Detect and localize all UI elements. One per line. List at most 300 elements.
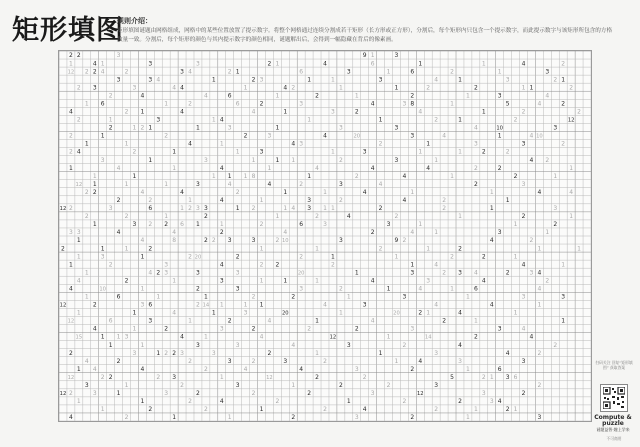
clue-number[interactable]: 1: [346, 293, 351, 301]
clue-number[interactable]: 1: [561, 317, 566, 325]
clue-number[interactable]: 1: [569, 213, 574, 221]
clue-number[interactable]: 2: [473, 84, 478, 92]
clue-number[interactable]: 12: [67, 69, 75, 76]
clue-number[interactable]: 1: [521, 84, 526, 92]
clue-number[interactable]: 2: [108, 261, 113, 269]
clue-number[interactable]: 2: [76, 84, 81, 92]
clue-number[interactable]: 4: [180, 108, 184, 116]
clue-number[interactable]: 1: [76, 253, 81, 261]
clue-number[interactable]: 4: [68, 108, 73, 116]
clue-number[interactable]: 1: [227, 414, 232, 421]
clue-number[interactable]: 3: [505, 373, 510, 381]
clue-number[interactable]: 1: [132, 172, 137, 180]
clue-number[interactable]: 4: [434, 261, 439, 269]
clue-number[interactable]: 4: [219, 261, 224, 269]
clue-number[interactable]: 2: [219, 229, 224, 237]
clue-number[interactable]: 4: [545, 92, 550, 100]
clue-number[interactable]: 4: [180, 84, 184, 92]
clue-number[interactable]: 2: [116, 197, 121, 205]
clue-number[interactable]: 2: [537, 382, 542, 390]
clue-number[interactable]: 4: [521, 261, 526, 269]
clue-number[interactable]: 2: [434, 116, 439, 124]
clue-number[interactable]: 3: [196, 341, 200, 349]
clue-number[interactable]: 1: [116, 333, 121, 341]
clue-number[interactable]: 2: [148, 406, 153, 414]
clue-number[interactable]: 1: [394, 357, 399, 365]
clue-number[interactable]: 4: [370, 164, 375, 172]
clue-number[interactable]: 2: [410, 414, 415, 421]
clue-number[interactable]: 2: [338, 156, 343, 164]
clue-number[interactable]: 2: [196, 390, 200, 398]
clue-number[interactable]: 1: [84, 100, 89, 108]
clue-number[interactable]: 2: [251, 390, 256, 398]
clue-number[interactable]: 1: [140, 398, 145, 406]
clue-number[interactable]: 1: [450, 285, 454, 293]
clue-number[interactable]: 3: [100, 253, 105, 261]
clue-number[interactable]: 1: [346, 398, 351, 406]
clue-number[interactable]: 4: [370, 317, 375, 325]
clue-number[interactable]: 6: [148, 301, 153, 309]
clue-number[interactable]: 2: [235, 188, 240, 196]
clue-number[interactable]: 4: [299, 365, 304, 373]
clue-number[interactable]: 3: [235, 285, 240, 293]
clue-number[interactable]: 3: [346, 341, 351, 349]
clue-number[interactable]: 1: [124, 180, 129, 188]
clue-number[interactable]: 6: [299, 221, 304, 229]
clue-number[interactable]: 2: [513, 116, 518, 124]
clue-number[interactable]: 2: [315, 92, 319, 100]
clue-number[interactable]: 4: [505, 349, 510, 357]
clue-number[interactable]: 1: [331, 205, 335, 213]
clue-number[interactable]: 1: [545, 229, 550, 237]
clue-number[interactable]: 3: [338, 180, 343, 188]
clue-number[interactable]: 1: [259, 197, 264, 205]
clue-number[interactable]: 2: [203, 406, 208, 414]
clue-number[interactable]: 1: [418, 60, 423, 68]
clue-number[interactable]: 6: [148, 205, 153, 213]
clue-number[interactable]: 1: [481, 60, 486, 68]
clue-number[interactable]: 2: [410, 92, 415, 100]
clue-number[interactable]: 1: [251, 156, 256, 164]
clue-number[interactable]: 1: [450, 100, 454, 108]
clue-number[interactable]: 2: [188, 398, 192, 406]
clue-number[interactable]: 4: [140, 188, 145, 196]
clue-number[interactable]: 1: [243, 172, 248, 180]
clue-number[interactable]: 6: [370, 60, 375, 68]
clue-number[interactable]: 2: [497, 164, 502, 172]
clue-number[interactable]: 4: [203, 92, 208, 100]
clue-number[interactable]: 4: [410, 229, 415, 237]
clue-number[interactable]: 3: [394, 52, 399, 60]
clue-number[interactable]: 4: [489, 301, 494, 309]
clue-number[interactable]: 4: [68, 414, 73, 421]
clue-number[interactable]: 3: [378, 76, 383, 84]
clue-number[interactable]: 1: [291, 156, 296, 164]
clue-number[interactable]: 1: [172, 164, 177, 172]
clue-number[interactable]: 1: [307, 172, 312, 180]
clue-number[interactable]: 1: [219, 221, 224, 229]
clue-number[interactable]: 4: [521, 325, 526, 333]
clue-number[interactable]: 1: [473, 406, 478, 414]
clue-number[interactable]: 2: [275, 261, 280, 269]
clue-number[interactable]: 2: [307, 325, 312, 333]
clue-number[interactable]: 2: [180, 382, 184, 390]
clue-number[interactable]: 4: [529, 132, 534, 140]
clue-number[interactable]: 1: [219, 373, 224, 381]
clue-number[interactable]: 2: [108, 124, 113, 132]
clue-number[interactable]: 12: [75, 181, 83, 188]
clue-number[interactable]: 2: [148, 245, 153, 253]
clue-number[interactable]: 1: [466, 414, 470, 421]
clue-number[interactable]: 3: [227, 357, 232, 365]
clue-number[interactable]: 1: [537, 301, 542, 309]
clue-number[interactable]: 3: [92, 84, 97, 92]
clue-number[interactable]: 3: [108, 205, 113, 213]
clue-number[interactable]: 3: [267, 132, 272, 140]
clue-number[interactable]: 4: [243, 365, 248, 373]
clue-number[interactable]: 2: [164, 221, 169, 229]
clue-number[interactable]: 20: [297, 270, 305, 277]
clue-number[interactable]: 2: [338, 285, 343, 293]
clue-number[interactable]: 1: [108, 116, 113, 124]
clue-number[interactable]: 1: [140, 253, 145, 261]
clue-number[interactable]: 4: [378, 180, 383, 188]
clue-number[interactable]: 2: [521, 108, 526, 116]
clue-number[interactable]: 2: [331, 261, 335, 269]
clue-number[interactable]: 4: [68, 285, 73, 293]
clue-number[interactable]: 2: [68, 148, 73, 156]
clue-number[interactable]: 2: [442, 197, 447, 205]
clue-number[interactable]: 1: [394, 253, 399, 261]
clue-number[interactable]: 1: [275, 92, 280, 100]
clue-number[interactable]: 2: [354, 108, 359, 116]
clue-number[interactable]: 1: [219, 301, 224, 309]
clue-number[interactable]: 2: [76, 116, 81, 124]
clue-number[interactable]: 1: [243, 84, 248, 92]
clue-number[interactable]: 1: [124, 245, 129, 253]
clue-number[interactable]: 2: [68, 132, 73, 140]
clue-number[interactable]: 12: [59, 391, 67, 398]
clue-number[interactable]: 1: [561, 261, 566, 269]
clue-number[interactable]: 1: [529, 84, 534, 92]
clue-number[interactable]: 3: [235, 382, 240, 390]
clue-number[interactable]: 2: [442, 269, 447, 277]
clue-number[interactable]: 3: [196, 180, 200, 188]
clue-number[interactable]: 4: [489, 237, 494, 245]
clue-number[interactable]: 2: [402, 341, 407, 349]
clue-number[interactable]: 6: [473, 285, 478, 293]
clue-number[interactable]: 1: [354, 92, 359, 100]
clue-number[interactable]: 3: [338, 237, 343, 245]
clue-number[interactable]: 2: [124, 277, 129, 285]
clue-number[interactable]: 1: [92, 221, 97, 229]
clue-number[interactable]: 3: [331, 108, 335, 116]
clue-number[interactable]: 3: [203, 205, 208, 213]
clue-number[interactable]: 1: [132, 309, 137, 317]
clue-number[interactable]: 2: [394, 213, 399, 221]
clue-number[interactable]: 4: [116, 164, 121, 172]
clue-number[interactable]: 20: [393, 310, 400, 317]
clue-number[interactable]: 4: [148, 269, 153, 277]
clue-number[interactable]: 2: [426, 84, 431, 92]
clue-number[interactable]: 1: [259, 406, 264, 414]
clue-number[interactable]: 1: [275, 124, 280, 132]
clue-number[interactable]: 3: [148, 76, 153, 84]
clue-number[interactable]: 3: [148, 317, 153, 325]
clue-number[interactable]: 4: [537, 100, 542, 108]
clue-number[interactable]: 2: [140, 124, 145, 132]
clue-number[interactable]: 2: [68, 349, 73, 357]
clue-number[interactable]: 1: [172, 148, 177, 156]
clue-number[interactable]: 2: [569, 84, 574, 92]
clue-number[interactable]: 2: [84, 188, 89, 196]
clue-number[interactable]: 1: [84, 293, 89, 301]
clue-number[interactable]: 2: [545, 277, 550, 285]
clue-number[interactable]: 1: [148, 156, 153, 164]
clue-number[interactable]: 1: [481, 108, 486, 116]
clue-number[interactable]: 2: [267, 349, 272, 357]
clue-number[interactable]: 1: [418, 221, 423, 229]
clue-number[interactable]: 3: [386, 221, 391, 229]
clue-number[interactable]: 1: [100, 60, 105, 68]
clue-number[interactable]: 2: [315, 213, 319, 221]
clue-number[interactable]: 1: [561, 76, 566, 84]
clue-number[interactable]: 2: [561, 60, 566, 68]
clue-number[interactable]: 2: [434, 406, 439, 414]
clue-number[interactable]: 2: [481, 148, 486, 156]
clue-number[interactable]: 2: [450, 253, 454, 261]
clue-number[interactable]: 4: [418, 108, 423, 116]
clue-number[interactable]: 2: [378, 205, 383, 213]
clue-number[interactable]: 6: [235, 100, 240, 108]
clue-number[interactable]: 3: [497, 92, 502, 100]
clue-number[interactable]: 3: [180, 68, 184, 76]
clue-number[interactable]: 1: [466, 293, 470, 301]
clue-number[interactable]: 1: [505, 197, 510, 205]
clue-number[interactable]: 3: [196, 205, 200, 213]
clue-number[interactable]: 2: [442, 205, 447, 213]
clue-number[interactable]: 4: [283, 229, 288, 237]
clue-number[interactable]: 1: [378, 116, 383, 124]
clue-number[interactable]: 2: [124, 414, 129, 421]
clue-number[interactable]: 1: [394, 84, 399, 92]
clue-number[interactable]: 1: [132, 124, 137, 132]
clue-number[interactable]: 1: [100, 245, 105, 253]
clue-number[interactable]: 2: [323, 357, 327, 365]
clue-number[interactable]: 1: [466, 92, 470, 100]
clue-number[interactable]: 1: [426, 309, 431, 317]
clue-number[interactable]: 2: [410, 365, 415, 373]
clue-number[interactable]: 1: [434, 229, 439, 237]
clue-number[interactable]: 1: [386, 68, 391, 76]
clue-number[interactable]: 4: [140, 92, 145, 100]
clue-number[interactable]: 1: [458, 213, 462, 221]
clue-number[interactable]: 4: [76, 277, 81, 285]
clue-number[interactable]: 1: [489, 205, 494, 213]
clue-number[interactable]: 4: [172, 229, 177, 237]
clue-number[interactable]: 2: [473, 333, 478, 341]
clue-number[interactable]: 2: [68, 390, 73, 398]
clue-number[interactable]: 1: [164, 213, 169, 221]
clue-number[interactable]: 2: [275, 237, 280, 245]
clue-number[interactable]: 2: [553, 221, 558, 229]
clue-number[interactable]: 8: [251, 172, 256, 180]
clue-number[interactable]: 3: [537, 414, 542, 421]
clue-number[interactable]: 4: [362, 188, 367, 196]
clue-number[interactable]: 4: [521, 60, 526, 68]
clue-number[interactable]: 2: [251, 205, 256, 213]
clue-number[interactable]: 6: [180, 221, 184, 229]
clue-number[interactable]: 1: [275, 213, 280, 221]
clue-number[interactable]: 2: [402, 237, 407, 245]
clue-number[interactable]: 3: [203, 156, 208, 164]
clue-number[interactable]: 3: [140, 301, 145, 309]
clue-number[interactable]: 1: [497, 68, 502, 76]
clue-number[interactable]: 2: [307, 390, 312, 398]
clue-number[interactable]: 12: [59, 302, 67, 309]
clue-number[interactable]: 3: [410, 269, 415, 277]
clue-number[interactable]: 6: [497, 365, 502, 373]
clue-number[interactable]: 3: [434, 349, 439, 357]
clue-number[interactable]: 8: [172, 237, 177, 245]
clue-number[interactable]: 1: [164, 100, 169, 108]
clue-number[interactable]: 2: [577, 108, 582, 116]
clue-number[interactable]: 3: [219, 325, 224, 333]
clue-number[interactable]: 4: [323, 132, 327, 140]
clue-number[interactable]: 4: [370, 277, 375, 285]
clue-number[interactable]: 4: [458, 341, 462, 349]
clue-number[interactable]: 2: [537, 349, 542, 357]
clue-number[interactable]: 2: [529, 237, 534, 245]
clue-number[interactable]: 1: [100, 333, 105, 341]
clue-number[interactable]: 3: [92, 390, 97, 398]
clue-number[interactable]: 1: [338, 84, 343, 92]
clue-number[interactable]: 2: [251, 357, 256, 365]
clue-number[interactable]: 3: [172, 373, 177, 381]
clue-number[interactable]: 1: [235, 148, 240, 156]
clue-number[interactable]: 4: [481, 277, 486, 285]
clue-number[interactable]: 2: [124, 68, 129, 76]
clue-number[interactable]: 2: [481, 373, 486, 381]
clue-number[interactable]: 2: [299, 253, 304, 261]
clue-number[interactable]: 4: [291, 140, 296, 148]
clue-number[interactable]: 4: [219, 164, 224, 172]
clue-number[interactable]: 2: [132, 148, 137, 156]
clue-number[interactable]: 2: [92, 68, 97, 76]
clue-number[interactable]: 2: [61, 245, 65, 253]
clue-number[interactable]: 2: [100, 373, 105, 381]
clue-number[interactable]: 1: [283, 205, 288, 213]
clue-number[interactable]: 2: [513, 172, 518, 180]
clue-number[interactable]: 2: [188, 100, 192, 108]
clue-number[interactable]: 3: [410, 325, 415, 333]
clue-number[interactable]: 3: [370, 390, 375, 398]
clue-number[interactable]: 4: [76, 148, 81, 156]
clue-number[interactable]: 4: [140, 237, 145, 245]
clue-number[interactable]: 3: [132, 221, 137, 229]
clue-number[interactable]: 1: [307, 76, 312, 84]
clue-number[interactable]: 3: [116, 52, 121, 60]
clue-number[interactable]: 2: [108, 373, 113, 381]
clue-number[interactable]: 2: [196, 301, 200, 309]
clue-number[interactable]: 2: [84, 68, 89, 76]
clue-number[interactable]: 3: [68, 229, 73, 237]
clue-number[interactable]: 2: [203, 237, 208, 245]
clue-number[interactable]: 4: [426, 164, 431, 172]
clue-number[interactable]: 3: [124, 333, 129, 341]
clue-number[interactable]: 4: [362, 406, 367, 414]
clue-number[interactable]: 4: [497, 398, 502, 406]
clue-number[interactable]: 2: [172, 349, 177, 357]
clue-number[interactable]: 2: [402, 398, 407, 406]
clue-number[interactable]: 4: [473, 269, 478, 277]
clue-number[interactable]: 2: [68, 52, 73, 60]
clue-number[interactable]: 2: [521, 390, 526, 398]
clue-number[interactable]: 2: [92, 188, 97, 196]
clue-number[interactable]: 1: [458, 116, 462, 124]
clue-number[interactable]: 1: [434, 156, 439, 164]
clue-number[interactable]: 2: [259, 100, 264, 108]
clue-number[interactable]: 3: [426, 277, 431, 285]
clue-number[interactable]: 2: [354, 325, 359, 333]
clue-number[interactable]: 1: [84, 140, 89, 148]
clue-number[interactable]: 1: [76, 309, 81, 317]
clue-number[interactable]: 3: [116, 76, 121, 84]
clue-number[interactable]: 1: [283, 188, 288, 196]
clue-number[interactable]: 12: [59, 206, 67, 213]
clue-number[interactable]: 20: [194, 254, 202, 261]
clue-number[interactable]: 1: [188, 317, 192, 325]
clue-number[interactable]: 2: [203, 365, 208, 373]
clue-number[interactable]: 3: [180, 349, 184, 357]
clue-number[interactable]: 1: [140, 108, 145, 116]
clue-number[interactable]: 4: [537, 285, 542, 293]
clue-number[interactable]: 1: [473, 317, 478, 325]
clue-number[interactable]: 8: [410, 100, 415, 108]
clue-number[interactable]: 4: [219, 116, 224, 124]
clue-number[interactable]: 3: [164, 269, 169, 277]
clue-number[interactable]: 1: [156, 293, 161, 301]
clue-number[interactable]: 2: [92, 301, 97, 309]
clue-number[interactable]: 1: [68, 261, 73, 269]
clue-number[interactable]: 3: [338, 124, 343, 132]
clue-number[interactable]: 1: [156, 349, 161, 357]
puzzle-grid[interactable]: [59, 51, 591, 421]
clue-number[interactable]: 1: [180, 205, 184, 213]
clue-number[interactable]: 4: [156, 76, 161, 84]
clue-number[interactable]: 4: [370, 100, 375, 108]
clue-number[interactable]: 1: [513, 253, 518, 261]
clue-number[interactable]: 1: [68, 60, 73, 68]
clue-number[interactable]: 1: [243, 301, 248, 309]
clue-number[interactable]: 1: [323, 205, 327, 213]
clue-number[interactable]: 2: [84, 213, 89, 221]
clue-number[interactable]: 2: [338, 382, 343, 390]
clue-number[interactable]: 2: [188, 253, 192, 261]
clue-number[interactable]: 10: [99, 286, 106, 293]
clue-number[interactable]: 3: [545, 68, 550, 76]
clue-number[interactable]: 4: [418, 285, 423, 293]
clue-number[interactable]: 3: [227, 124, 232, 132]
clue-number[interactable]: 1: [489, 373, 494, 381]
clue-number[interactable]: 4: [291, 205, 296, 213]
clue-number[interactable]: 3: [394, 156, 399, 164]
clue-number[interactable]: 2: [378, 140, 383, 148]
clue-number[interactable]: 4: [315, 164, 319, 172]
clue-number[interactable]: 3: [553, 124, 558, 132]
clue-number[interactable]: 2: [338, 197, 343, 205]
clue-number[interactable]: 1: [569, 164, 574, 172]
